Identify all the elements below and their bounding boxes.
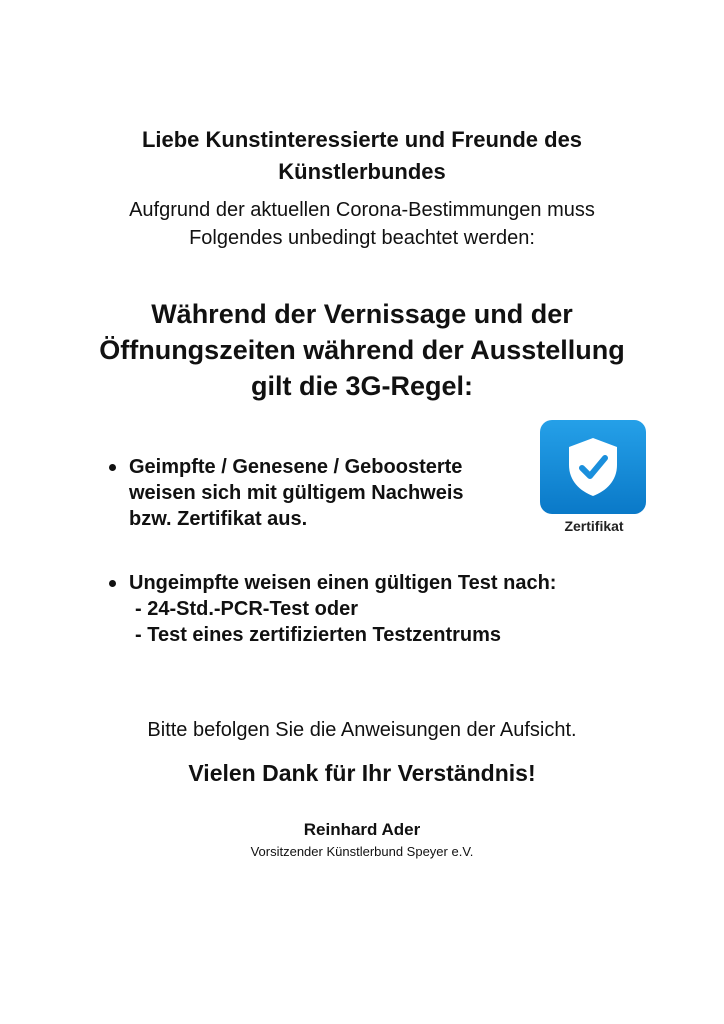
certificate-tile — [540, 420, 646, 514]
greeting-line: Künstlerbundes — [278, 159, 446, 184]
greeting-heading — [0, 124, 724, 188]
rule-line: Ungeimpfte weisen einen gültigen Test nach: — [129, 572, 557, 594]
intro-line: Folgendes unbedingt beachtet werden: — [189, 227, 535, 249]
rule-item-unvaccinated — [107, 570, 627, 648]
rule-sub-item-pcr: - 24-Std.-PCR-Test oder — [135, 598, 358, 620]
certificate-badge — [540, 420, 648, 534]
rule-item-vaccinated — [107, 454, 509, 532]
headline-line: Während der Vernissage und der — [151, 299, 573, 329]
rule-headline — [0, 296, 724, 404]
certificate-label: Zertifikat — [564, 518, 624, 534]
intro-line: Aufgrund der aktuellen Corona-Bestimmungen muss — [129, 199, 595, 221]
intro-text — [0, 196, 724, 252]
supervision-note: Bitte befolgen Sie die Anweisungen der Aufsicht. — [147, 719, 577, 741]
rule-line: bzw. Zertifikat aus. — [129, 508, 308, 530]
rule-line: weisen sich mit gültigem Nachweis — [129, 482, 464, 504]
rule-line: Geimpfte / Genesene / Geboosterte — [129, 456, 463, 478]
greeting-line: Liebe Kunstinteressierte und Freunde des — [141, 127, 583, 152]
shield-check-icon — [563, 434, 623, 500]
bullet-icon — [109, 464, 116, 471]
signer-role: Vorsitzender Künstlerbund Speyer e.V. — [250, 844, 474, 859]
headline-line: Öffnungszeiten während der Ausstellung — [99, 335, 625, 365]
headline-line: gilt die 3G-Regel: — [250, 371, 474, 401]
signer-name: Reinhard Ader — [303, 820, 421, 839]
rule-sub-item-test-center: - Test eines zertifizierten Testzentrums — [135, 624, 502, 646]
bullet-icon — [109, 580, 116, 587]
thanks-heading: Vielen Dank für Ihr Verständnis! — [188, 760, 536, 786]
